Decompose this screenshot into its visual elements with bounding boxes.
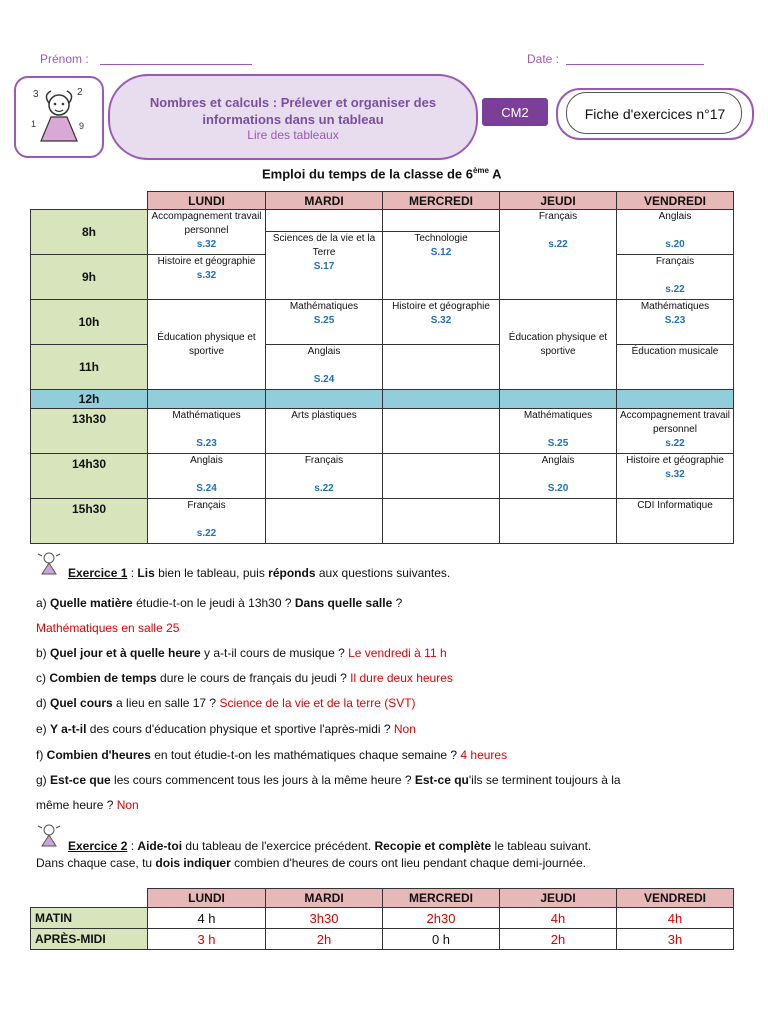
slot-cell xyxy=(383,232,500,300)
pencil-kid-icon xyxy=(36,822,62,848)
noon-cell xyxy=(148,390,266,409)
bold-word: Y a-t-il xyxy=(50,722,87,736)
slot-cell xyxy=(383,499,500,544)
prenom-label: Prénom : xyxy=(40,52,89,66)
room-number: s.20 xyxy=(665,239,685,250)
exercise2-header xyxy=(68,839,591,853)
text: en tout étudie-t-on les mathématiques chaque semaine ? xyxy=(150,748,461,762)
course-name: Mathématiques xyxy=(640,301,710,312)
text: dure le cours de français du jeudi ? xyxy=(156,671,351,685)
room-number: s.32 xyxy=(196,239,217,250)
room-number: s.22 xyxy=(196,528,217,539)
prenom-line[interactable] xyxy=(100,64,252,65)
level-badge: CM2 xyxy=(482,98,548,126)
row-label-afternoon: APRÈS-MIDI xyxy=(31,929,148,950)
question-a xyxy=(36,596,402,610)
q-prefix: e) xyxy=(36,722,51,736)
room-number: s.22 xyxy=(665,284,685,295)
answer-cell[interactable]: 3 h xyxy=(148,929,266,950)
answer-cell[interactable]: 2h xyxy=(266,929,383,950)
room-number: S.23 xyxy=(196,438,217,449)
slot-cell xyxy=(617,210,734,255)
text: même heure ? xyxy=(36,798,117,812)
question-d xyxy=(36,696,416,710)
room-number: s.32 xyxy=(196,270,217,281)
room-number: S.24 xyxy=(196,483,217,494)
noon-cell xyxy=(500,390,617,409)
timetable-title xyxy=(262,166,502,181)
course-name: Anglais xyxy=(307,346,341,357)
slot-cell xyxy=(266,210,383,232)
text: ? xyxy=(392,596,403,610)
timetable-title-text: Emploi du temps de la classe de 6 xyxy=(262,166,473,182)
slot-cell xyxy=(383,454,500,499)
slot-cell xyxy=(148,454,266,499)
slot-cell xyxy=(266,499,383,544)
room-number: s.32 xyxy=(665,469,685,480)
date-line[interactable] xyxy=(566,64,704,65)
room-number: S.24 xyxy=(313,374,335,385)
answer-g: Non xyxy=(116,798,139,812)
day-header: MERCREDI xyxy=(383,192,500,210)
day-header: VENDREDI xyxy=(617,889,734,908)
q-prefix: c) xyxy=(36,671,50,685)
sep: : xyxy=(127,839,138,853)
slot-cell xyxy=(266,300,383,345)
date-label: Date : xyxy=(527,52,560,66)
course-name: Français xyxy=(187,500,226,511)
noon-cell xyxy=(266,390,383,409)
svg-text:1: 1 xyxy=(31,119,37,129)
timetable-title-end: A xyxy=(492,166,502,182)
room-number: S.25 xyxy=(313,315,335,326)
course-name: Accompagnement travail personnel xyxy=(151,211,262,236)
course-name: Histoire et géographie xyxy=(626,455,724,466)
course-name: Français xyxy=(655,256,695,267)
slot-cell xyxy=(617,499,734,544)
text: le tableau suivant. xyxy=(491,839,592,853)
girl-mascot-icon xyxy=(29,83,89,151)
noon-cell xyxy=(383,390,500,409)
slot-cell xyxy=(266,232,383,300)
row-label-morning: MATIN xyxy=(31,908,148,929)
slot-cell xyxy=(617,300,734,345)
q-prefix: d) xyxy=(36,696,51,710)
slot-cell xyxy=(383,345,500,390)
exercise2-label: Exercice 2 xyxy=(68,839,128,853)
room-number: S.17 xyxy=(313,261,335,272)
course-name: Arts plastiques xyxy=(291,410,357,421)
text: 'ils se terminent toujours à la xyxy=(468,773,621,787)
answer-cell[interactable]: 3h30 xyxy=(266,908,383,929)
question-g-line2 xyxy=(36,798,139,812)
course-name: Mathématiques xyxy=(172,410,241,421)
exercise1-label: Exercice 1 xyxy=(68,566,128,580)
answer-cell[interactable]: 4 h xyxy=(148,908,266,929)
slot-cell xyxy=(266,345,383,390)
answer-cell[interactable]: 2h xyxy=(500,929,617,950)
slot-cell xyxy=(500,300,617,390)
q-prefix: g) xyxy=(36,773,51,787)
day-header: JEUDI xyxy=(500,889,617,908)
svg-text:3: 3 xyxy=(33,89,39,100)
bold-word: réponds xyxy=(268,566,316,580)
answer-e: Non xyxy=(393,722,416,736)
course-name: Histoire et géographie xyxy=(157,256,256,267)
course-name: Sciences de la vie et la Terre xyxy=(272,233,376,258)
noon-cell xyxy=(617,390,734,409)
day-header: LUNDI xyxy=(148,889,266,908)
text: a lieu en salle 17 ? xyxy=(112,696,220,710)
day-header: MARDI xyxy=(266,192,383,210)
course-name: Accompagnement travail personnel xyxy=(619,410,731,435)
bold-word: Combien de temps xyxy=(49,671,157,685)
question-b xyxy=(36,646,447,660)
answer-cell[interactable]: 4h xyxy=(617,908,734,929)
room-number: S.25 xyxy=(547,438,569,449)
hour-label: 14h30 xyxy=(31,454,148,499)
answer-cell[interactable]: 3h xyxy=(617,929,734,950)
day-header: MARDI xyxy=(266,889,383,908)
course-name: Éducation musicale xyxy=(631,346,719,357)
page-subtitle: Lire des tableaux xyxy=(247,128,339,142)
slot-cell xyxy=(383,409,500,454)
slot-cell xyxy=(148,300,266,390)
page-title: Nombres et calculs : Prélever et organiser des informations dans un tableau xyxy=(149,95,437,127)
course-name: Français xyxy=(304,455,344,466)
course-name: Éducation physique et sportive xyxy=(508,331,608,357)
q-prefix: f) xyxy=(36,748,47,762)
question-g xyxy=(36,773,621,787)
bold-word: Quelle matière xyxy=(50,596,133,610)
course-name: Anglais xyxy=(658,211,692,222)
answer-c: Il dure deux heures xyxy=(350,671,453,685)
timetable xyxy=(30,191,734,544)
slot-cell xyxy=(500,454,617,499)
slot-cell xyxy=(148,210,266,255)
bold-word: Aide-toi xyxy=(137,839,183,853)
bold-word: Combien d'heures xyxy=(46,748,151,762)
course-name: Histoire et géographie xyxy=(392,301,490,312)
bold-word: Est-ce qu xyxy=(414,773,469,787)
question-c xyxy=(36,671,453,685)
bold-word: Recopie et complète xyxy=(374,839,492,853)
answer-a: Mathématiques en salle 25 xyxy=(36,621,180,635)
hour-label: 10h xyxy=(31,300,148,345)
title-box xyxy=(108,74,478,160)
slot-cell xyxy=(617,454,734,499)
sep: : xyxy=(127,566,138,580)
corner-cell xyxy=(31,889,148,908)
text: du tableau de l'exercice précédent. xyxy=(182,839,375,853)
slot-cell xyxy=(617,255,734,300)
course-name: Français xyxy=(538,211,578,222)
slot-cell xyxy=(383,300,500,345)
day-header: MERCREDI xyxy=(383,889,500,908)
svg-text:2: 2 xyxy=(77,87,83,98)
answer-cell[interactable]: 2h30 xyxy=(383,908,500,929)
course-name: Mathématiques xyxy=(289,301,359,312)
slot-cell xyxy=(617,345,734,390)
bold-word: Lis xyxy=(137,566,155,580)
slot-cell xyxy=(148,255,266,300)
day-header: LUNDI xyxy=(148,192,266,210)
q-prefix: b) xyxy=(36,646,51,660)
hour-label: 9h xyxy=(31,255,148,300)
day-header: VENDREDI xyxy=(617,192,734,210)
course-name: Technologie xyxy=(414,233,468,244)
question-e xyxy=(36,722,416,736)
text: étudie-t-on le jeudi à 13h30 ? xyxy=(132,596,295,610)
text: Dans chaque case, tu xyxy=(36,856,156,870)
text: des cours d'éducation physique et sportive l'après-midi ? xyxy=(86,722,394,736)
hour-label: 11h xyxy=(31,345,148,390)
text: combien d'heures de cours ont lieu pendant chaque demi-journée. xyxy=(230,856,586,870)
fiche-inner-border xyxy=(566,92,742,134)
timetable-title-sup: ème xyxy=(472,166,489,175)
course-name: Anglais xyxy=(541,455,575,466)
bold-word: Quel jour et à quelle heure xyxy=(50,646,201,660)
room-number: s.22 xyxy=(665,438,685,449)
exercise1-header xyxy=(68,566,450,580)
slot-cell xyxy=(266,409,383,454)
text: les cours commencent tous les jours à la même heure ? xyxy=(110,773,415,787)
text: aux questions suivantes. xyxy=(315,566,451,580)
day-header: JEUDI xyxy=(500,192,617,210)
room-number: S.20 xyxy=(547,483,569,494)
course-name: Éducation physique et sportive xyxy=(157,331,256,357)
text: bien le tableau, puis xyxy=(154,566,269,580)
q-prefix: a) xyxy=(36,596,51,610)
question-f xyxy=(36,748,507,762)
slot-cell xyxy=(148,409,266,454)
hour-label: 12h xyxy=(31,390,148,409)
answer-cell[interactable]: 4h xyxy=(500,908,617,929)
room-number: S.32 xyxy=(430,315,452,326)
room-number: s.22 xyxy=(548,239,568,250)
bold-word: dois indiquer xyxy=(155,856,231,870)
room-number: s.22 xyxy=(314,483,334,494)
slot-cell xyxy=(500,210,617,300)
summary-table xyxy=(30,888,734,950)
room-number: S.23 xyxy=(664,315,686,326)
bold-word: Est-ce que xyxy=(50,773,111,787)
exercise2-line2 xyxy=(36,856,586,870)
slot-cell xyxy=(500,499,617,544)
logo xyxy=(14,76,104,158)
corner-cell xyxy=(31,192,148,210)
answer-b: Le vendredi à 11 h xyxy=(348,646,447,660)
slot-cell xyxy=(500,409,617,454)
bold-word: Dans quelle salle xyxy=(294,596,393,610)
hour-label: 13h30 xyxy=(31,409,148,454)
slot-cell xyxy=(266,454,383,499)
answer-d: Science de la vie et de la terre (SVT) xyxy=(219,696,416,710)
hour-label: 8h xyxy=(31,210,148,255)
svg-text:9: 9 xyxy=(79,121,85,131)
fiche-label: Fiche d'exercices n°17 xyxy=(584,106,726,122)
answer-cell[interactable]: 0 h xyxy=(383,929,500,950)
slot-cell xyxy=(617,409,734,454)
bold-word: Quel cours xyxy=(50,696,113,710)
course-name: Mathématiques xyxy=(523,410,593,421)
course-name: CDI Informatique xyxy=(637,500,713,511)
hour-label: 15h30 xyxy=(31,499,148,544)
pencil-kid-icon xyxy=(36,550,62,576)
answer-f: 4 heures xyxy=(460,748,508,762)
room-number: S.12 xyxy=(430,247,452,258)
text: y a-t-il cours de musique ? xyxy=(200,646,349,660)
slot-cell xyxy=(383,210,500,232)
slot-cell xyxy=(148,499,266,544)
course-name: Anglais xyxy=(190,455,223,466)
